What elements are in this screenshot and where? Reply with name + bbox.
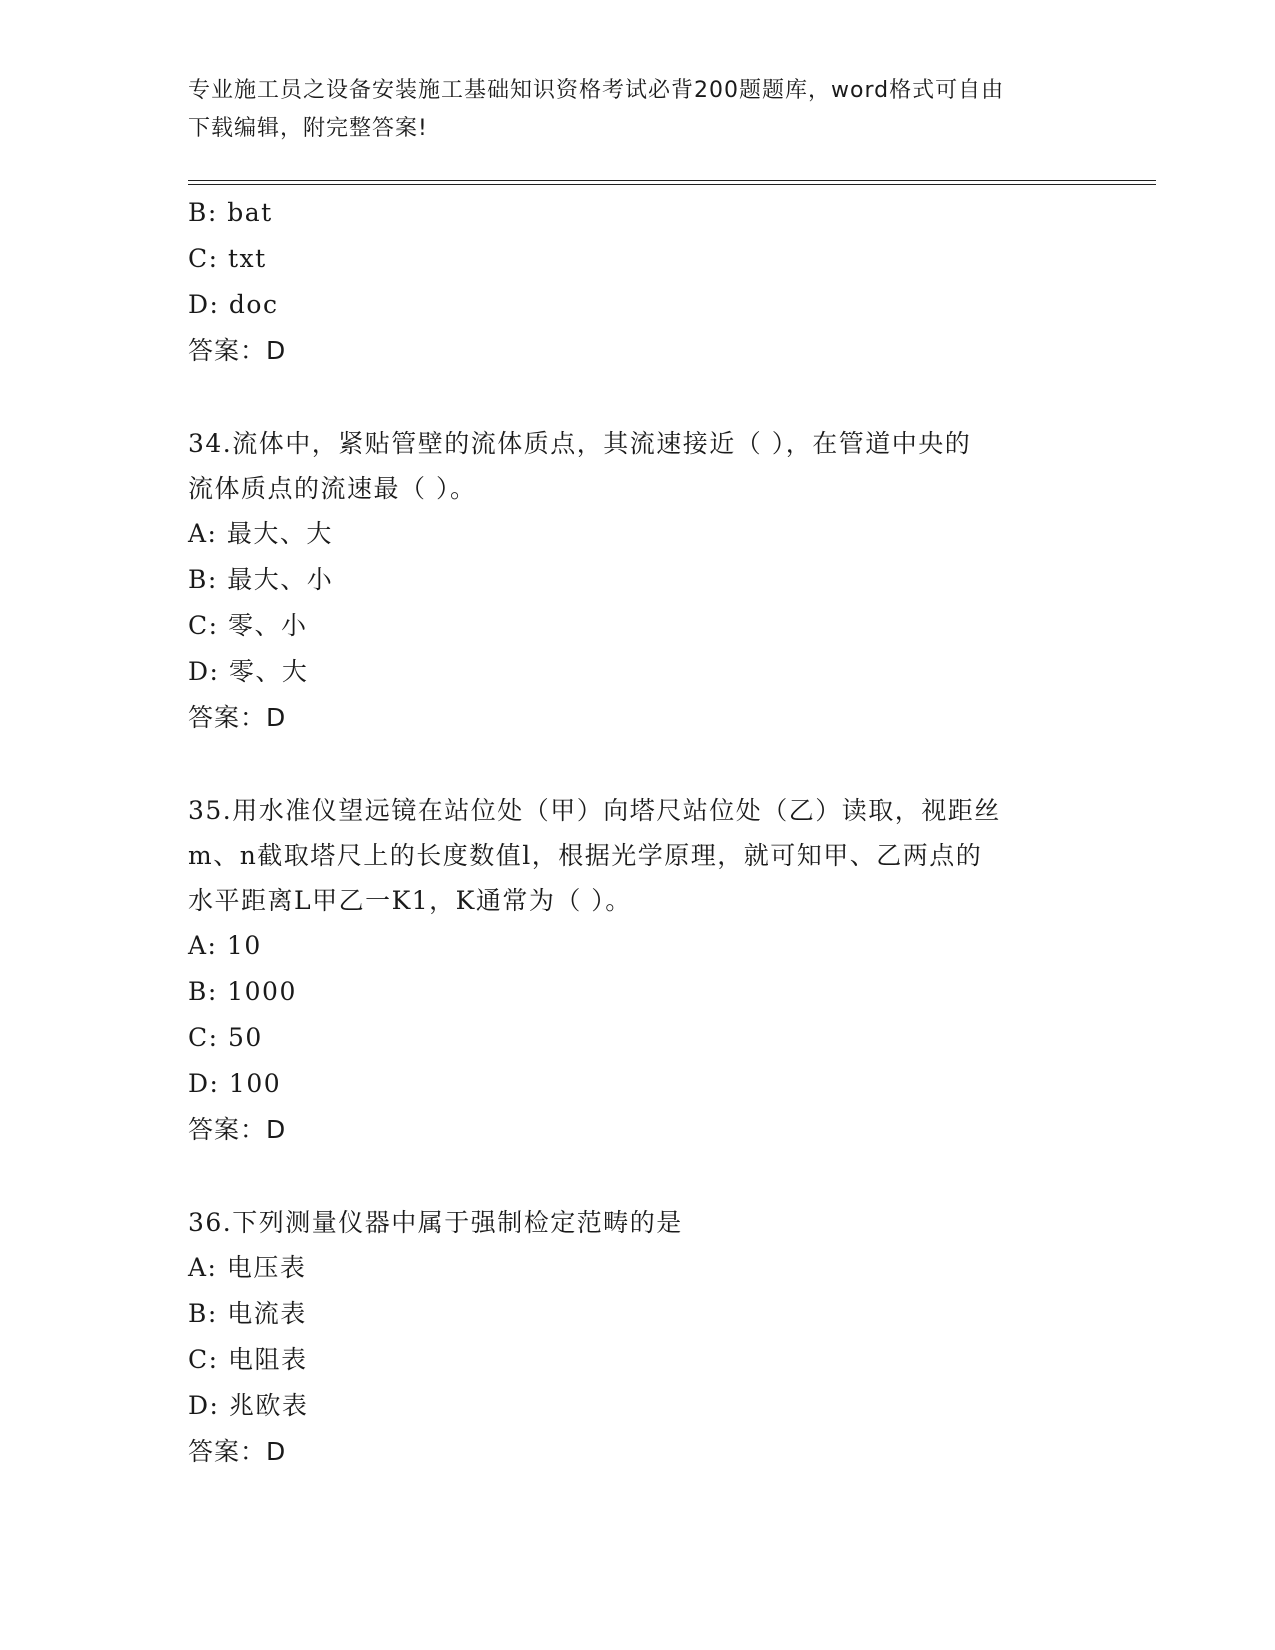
document-header [188, 72, 1088, 148]
question-stem-line: m、n截取塔尺上的长度数值l，根据光学原理，就可知甲、乙两点的 [188, 841, 983, 870]
answer-line: 答案：D [188, 336, 287, 365]
option-c: C: 零、小 [188, 611, 308, 640]
option-b: B: bat [188, 198, 273, 227]
header-line-2: 下载编辑，附完整答案! [188, 116, 428, 141]
question-stem-line: 流体质点的流速最（ ）。 [188, 474, 477, 503]
option-a: A: 电压表 [188, 1253, 307, 1282]
header-line-1: 专业施工员之设备安装施工基础知识资格考试必背200题题库，word格式可自由 [188, 78, 1005, 103]
answer-line: 答案：D [188, 1115, 287, 1144]
option-c: C: txt [188, 244, 267, 273]
option-d: D: 兆欧表 [188, 1391, 309, 1420]
question-stem-line: 水平距离L甲乙一K1，K通常为（ ）。 [188, 886, 632, 915]
question-35 [188, 788, 1088, 1153]
answer-line: 答案：D [188, 1437, 287, 1466]
answer-line: 答案：D [188, 703, 287, 732]
option-b: B: 电流表 [188, 1299, 307, 1328]
option-d: D: doc [188, 290, 279, 319]
question-list [188, 190, 1088, 1475]
question-stem-line: 34.流体中，紧贴管壁的流体质点，其流速接近（ ），在管道中央的 [188, 429, 972, 458]
option-a: A: 最大、大 [188, 519, 333, 548]
question-stem-line: 36.下列测量仪器中属于强制检定范畴的是 [188, 1208, 683, 1237]
option-c: C: 50 [188, 1023, 263, 1052]
question-stem-line: 35.用水准仪望远镜在站位处（甲）向塔尺站位处（乙）读取，视距丝 [188, 796, 1001, 825]
header-divider-top [188, 180, 1156, 181]
question-33 [188, 190, 1088, 374]
option-d: D: 零、大 [188, 657, 309, 686]
option-a: A: 10 [188, 931, 262, 960]
header-divider-bottom [188, 184, 1156, 185]
option-b: B: 1000 [188, 977, 297, 1006]
option-c: C: 电阻表 [188, 1345, 308, 1374]
question-34 [188, 421, 1088, 741]
question-36 [188, 1200, 1088, 1475]
option-b: B: 最大、小 [188, 565, 334, 594]
option-d: D: 100 [188, 1069, 282, 1098]
